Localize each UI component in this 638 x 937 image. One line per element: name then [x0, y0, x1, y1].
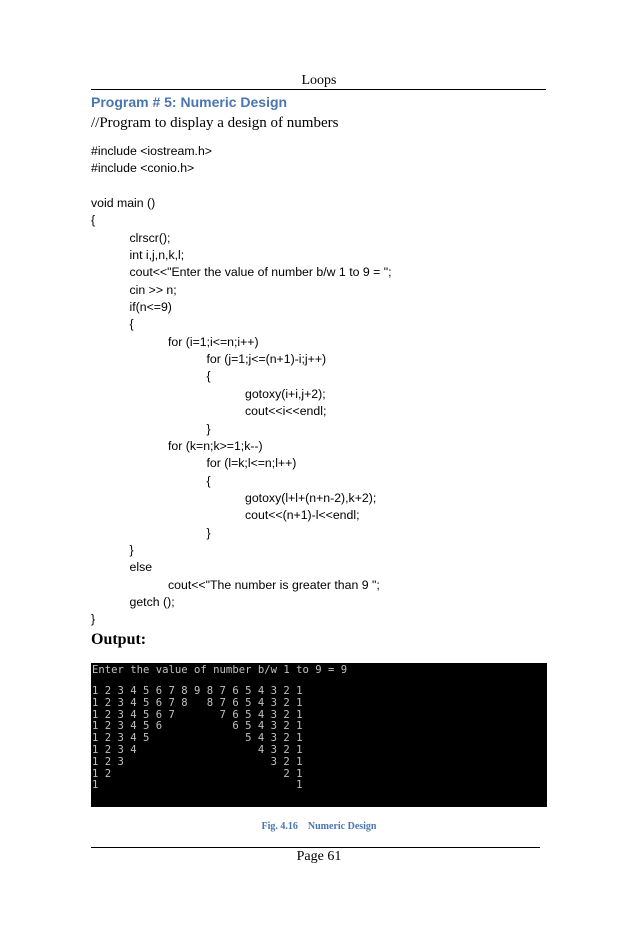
code-line: gotoxy(l+l+(n+n-2),k+2); [245, 490, 377, 505]
footer-divider [91, 847, 540, 848]
code-line [91, 178, 392, 195]
console-line: 1 2 3 4 4 3 2 1 [92, 743, 303, 756]
code-line: { [206, 473, 211, 488]
code-line: void main () [91, 196, 156, 211]
running-header: Loops [301, 73, 337, 88]
code-listing [91, 143, 392, 629]
code-line: int i,j,n,k,l; [129, 248, 185, 263]
code-line: for (j=1;j<=(n+1)-i;j++) [206, 352, 327, 367]
header-divider [91, 89, 546, 90]
page-number: Page 61 [296, 849, 342, 864]
code-line: if(n<=9) [129, 300, 172, 315]
console-line: 1 2 2 1 [92, 767, 303, 780]
console-line: 1 2 3 4 5 6 7 7 6 5 4 3 2 1 [92, 708, 303, 721]
code-line: { [91, 213, 96, 228]
figure-caption: Fig. 4.16 Numeric Design [261, 821, 377, 832]
console-line: 1 2 3 4 5 5 4 3 2 1 [92, 732, 303, 745]
console-line: 1 2 3 3 2 1 [92, 755, 303, 768]
code-line: gotoxy(i+i,j+2); [245, 386, 326, 401]
code-line: { [129, 317, 134, 332]
code-line: cout<<i<<endl; [245, 404, 327, 419]
console-line: 1 1 [92, 779, 303, 792]
console-line: 1 2 3 4 5 6 7 8 9 8 7 6 5 4 3 2 1 [92, 685, 303, 697]
code-line: cout<<"Enter the value of number b/w 1 to 9 = "; [129, 265, 392, 280]
code-line: cout<<(n+1)-l<<endl; [245, 508, 360, 523]
program-comment: //Program to display a design of numbers [91, 115, 339, 131]
code-line: } [206, 421, 211, 436]
code-line: } [129, 542, 134, 557]
code-line: #include <iostream.h> [91, 144, 212, 158]
program-title: Program # 5: Numeric Design [91, 94, 288, 110]
console-output-screenshot [91, 663, 547, 807]
console-prompt-line: Enter the value of number b/w 1 to 9 = 9 [92, 664, 348, 676]
code-line: } [91, 612, 96, 627]
console-line: 1 2 3 4 5 6 7 8 8 7 6 5 4 3 2 1 [92, 696, 303, 709]
code-line: for (k=n;k>=1;k--) [168, 438, 263, 453]
code-line: cin >> n; [129, 282, 177, 297]
code-line: #include <conio.h> [91, 161, 195, 176]
code-line: for (l=k;l<=n;l++) [206, 456, 297, 471]
code-line: getch (); [129, 594, 175, 609]
code-line: cout<<"The number is greater than 9 "; [168, 577, 380, 592]
console-line: 1 2 3 4 5 6 6 5 4 3 2 1 [92, 720, 303, 733]
code-line: else [129, 560, 153, 575]
code-line: clrscr(); [129, 230, 171, 245]
console-number-pattern [92, 686, 302, 792]
code-line: for (i=1;i<=n;i++) [168, 334, 259, 349]
code-line: } [206, 525, 211, 540]
output-heading: Output: [91, 631, 147, 648]
code-line: { [206, 369, 211, 384]
